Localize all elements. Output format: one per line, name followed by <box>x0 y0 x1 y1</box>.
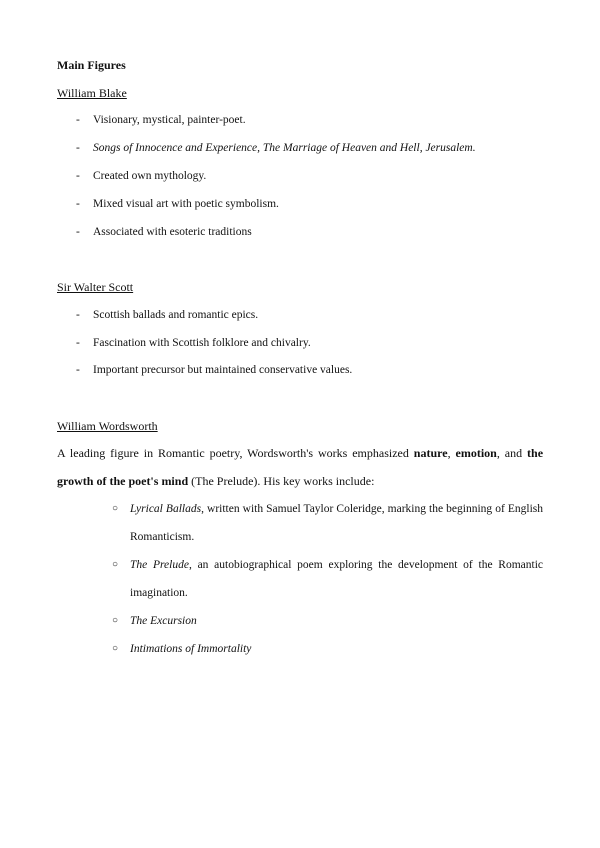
work-title: The Prelude <box>130 559 189 571</box>
list-item-text <box>130 551 543 607</box>
list-item-text: Scottish ballads and romantic epics. <box>93 309 259 321</box>
work-description: , written with Samuel Taylor Coleridge, marking the beginning of English Romanticism. <box>130 503 543 543</box>
list-item <box>76 307 258 323</box>
list-item <box>76 224 252 240</box>
dash-bullet: - <box>76 170 80 182</box>
list-item-text: Important precursor but maintained conservative values. <box>93 364 353 376</box>
intro-text: (The Prelude). His key works include: <box>188 474 375 488</box>
work-title: Intimations of Immortality <box>130 643 252 655</box>
wordsworth-intro-paragraph <box>57 439 543 495</box>
list-item-text: Songs of Innocence and Experience, The Marriage of Heaven and Hell, Jerusalem. <box>93 142 476 154</box>
intro-text: A leading figure in Romantic poetry, Wordsworth's works emphasized <box>57 446 414 460</box>
work-title: The Excursion <box>130 615 197 627</box>
list-item <box>76 362 352 378</box>
list-item <box>112 635 543 663</box>
dash-bullet: - <box>76 309 80 321</box>
list-item <box>76 168 206 184</box>
circle-bullet: ○ <box>112 559 119 570</box>
circle-bullet: ○ <box>112 643 119 654</box>
dash-bullet: - <box>76 226 80 238</box>
dash-bullet: - <box>76 364 80 376</box>
list-item <box>112 551 543 607</box>
dash-bullet: - <box>76 198 80 210</box>
list-item-text: Mixed visual art with poetic symbolism. <box>93 198 279 210</box>
list-item <box>76 112 246 128</box>
list-item-text: Fascination with Scottish folklore and chivalry. <box>93 337 311 349</box>
list-item <box>112 495 543 551</box>
list-item-text <box>130 495 543 551</box>
dash-bullet: - <box>76 114 80 126</box>
dash-bullet: - <box>76 337 80 349</box>
work-title: Lyrical Ballads <box>130 503 202 515</box>
work-description: , an autobiographical poem exploring the development of the Romantic imagination. <box>130 559 543 599</box>
section-heading-scott: Sir Walter Scott <box>57 280 134 294</box>
list-item-text: Associated with esoteric traditions <box>93 226 252 238</box>
page-title: Main Figures <box>57 58 126 72</box>
list-item-text: Visionary, mystical, painter-poet. <box>93 114 246 126</box>
list-item-text: Created own mythology. <box>93 170 207 182</box>
intro-text: , and <box>496 446 528 460</box>
list-item-text <box>130 607 543 635</box>
list-item <box>76 196 279 212</box>
list-item <box>76 140 476 156</box>
section-heading-wordsworth: William Wordsworth <box>57 419 158 433</box>
circle-bullet: ○ <box>112 503 119 514</box>
intro-bold-growth: the growth of the poet's mind <box>57 446 544 488</box>
list-item <box>76 335 311 351</box>
section-heading-blake: William Blake <box>57 86 127 100</box>
intro-text: , <box>447 446 456 460</box>
intro-bold-emotion: emotion <box>455 446 497 460</box>
intro-bold-nature: nature <box>413 446 448 460</box>
list-item <box>112 607 543 635</box>
circle-bullet: ○ <box>112 615 119 626</box>
list-item-text <box>130 635 543 663</box>
dash-bullet: - <box>76 142 80 154</box>
